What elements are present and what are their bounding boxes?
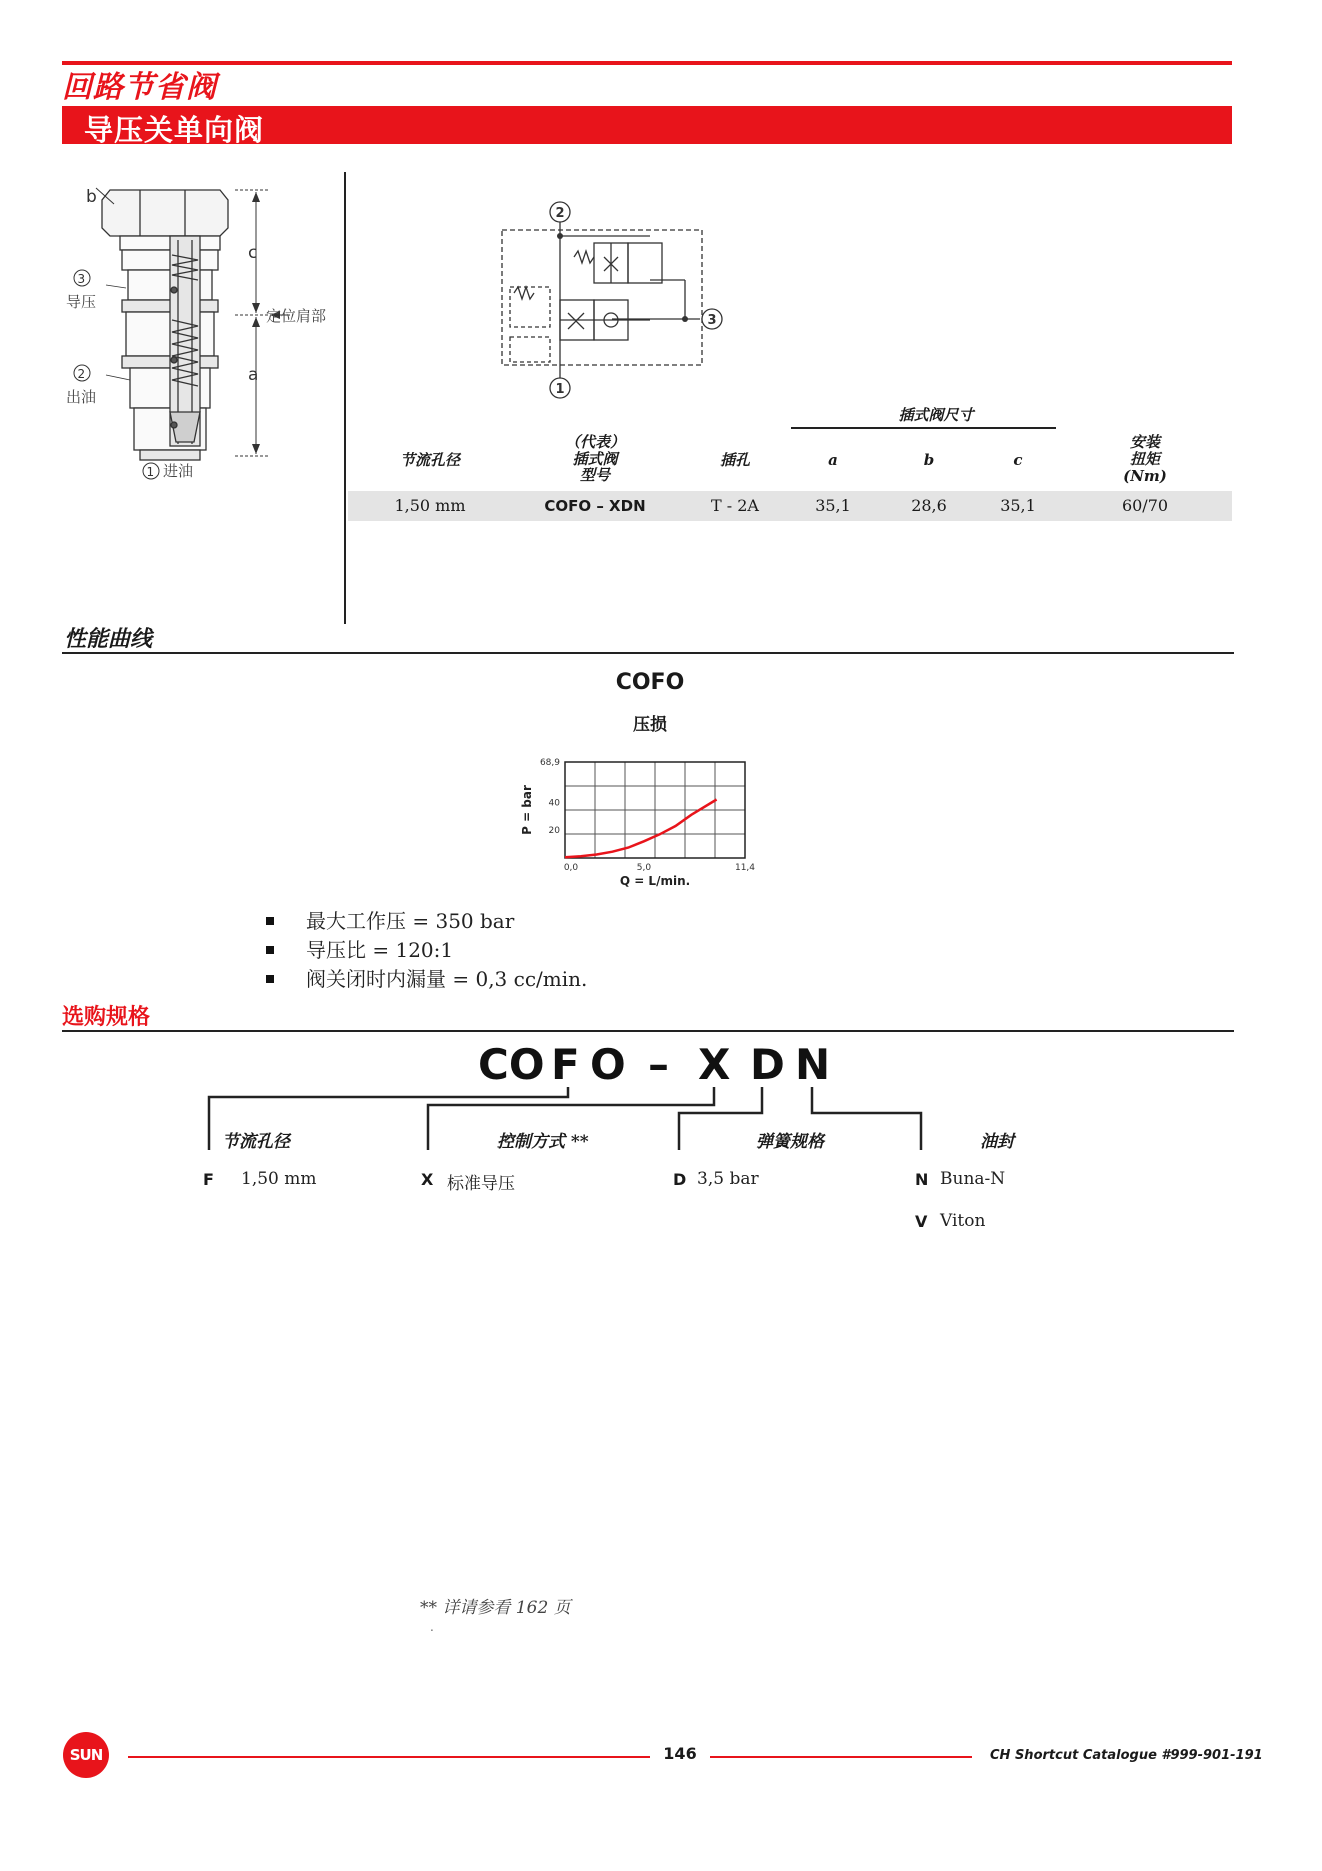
model-code-orifice: F: [551, 1040, 580, 1089]
bullet-icon: [266, 917, 274, 925]
option-code: X: [421, 1170, 434, 1189]
model-code-o: O: [590, 1040, 626, 1089]
model-code-seal: N: [795, 1040, 831, 1089]
catalogue-id: CH Shortcut Catalogue #999-901-191: [990, 1748, 1263, 1763]
chart-subtitle: 压损: [633, 715, 667, 735]
header-top-rule: [62, 61, 1232, 65]
th-torque-line1: 安装: [1129, 433, 1160, 451]
option-desc: 标准导压: [447, 1174, 515, 1194]
th-dim-a: a: [828, 451, 838, 469]
page-number: 146: [663, 1744, 697, 1763]
series-line-pressure-drop: [565, 800, 717, 858]
footer-rule-left: [128, 1756, 650, 1758]
td-torque: 60/70: [1121, 496, 1169, 515]
option-group-title-orifice: 节流孔径: [222, 1132, 290, 1152]
th-torque-line3: (Nm): [1123, 467, 1167, 485]
th-dim-c: c: [1013, 451, 1023, 469]
option-code: F: [203, 1170, 214, 1189]
sun-logo: SUN: [63, 1732, 109, 1778]
schematic-port-3: 3: [707, 313, 717, 328]
option-group-title-control: 控制方式 **: [497, 1132, 589, 1152]
footnote: ** 详请参看 162 页: [420, 1598, 571, 1618]
bullet-icon: [266, 975, 274, 983]
port2-number: 2: [77, 367, 86, 381]
x-tick-label: 0,0: [563, 863, 579, 873]
dim-label-b: b: [86, 187, 97, 207]
schematic-port-2: 2: [555, 206, 565, 221]
spec-bullet-max-pressure: [266, 905, 514, 934]
option-desc: Buna-N: [940, 1169, 1006, 1189]
chart-title: COFO: [615, 670, 685, 695]
category-title: 回路节省阀: [62, 70, 217, 105]
x-tick-label: 5,0: [636, 863, 652, 873]
performance-section-title: 性能曲线: [64, 627, 153, 652]
option-group-title-seal: 油封: [980, 1132, 1014, 1152]
spec-bullet-leakage: [266, 963, 587, 992]
th-orifice: 节流孔径: [399, 451, 460, 469]
ordering-section-title: 选购规格: [62, 1005, 151, 1030]
y-tick-label: 40: [548, 798, 560, 809]
option-desc: 3,5 bar: [697, 1169, 759, 1189]
th-model-line3: 型号: [579, 466, 610, 484]
td-cavity: T - 2A: [711, 496, 759, 515]
performance-section-rule: [62, 652, 1234, 654]
bullet-text: 最大工作压 = 350 bar: [306, 909, 515, 933]
model-code-control: X: [698, 1040, 731, 1089]
footnote-dot: .: [430, 1620, 434, 1634]
port1-number: 1: [146, 465, 155, 479]
port1-name: 进油: [163, 462, 194, 480]
bullet-icon: [266, 946, 274, 954]
spec-table-group-header: 插式阀尺寸: [898, 406, 974, 424]
td-dim-a: 35,1: [815, 496, 851, 515]
td-orifice: 1,50 mm: [394, 496, 466, 515]
bullet-text: 导压比 = 120:1: [306, 938, 454, 962]
hydraulic-schematic: [490, 195, 730, 405]
shoulder-label: 定位肩部: [266, 307, 327, 325]
x-axis-label: Q = L/min.: [619, 874, 691, 888]
y-tick-label: 20: [548, 826, 560, 837]
option-desc: Viton: [940, 1211, 986, 1231]
th-model-line1: （代表）: [564, 433, 625, 451]
th-cavity: 插孔: [719, 451, 750, 469]
vertical-divider: [344, 172, 346, 624]
model-code-dash: –: [648, 1040, 669, 1089]
td-dim-b: 28,6: [911, 496, 947, 515]
model-code-prefix: CO: [478, 1040, 545, 1089]
port3-name: 导压: [66, 293, 97, 311]
x-tick-label: 11,4: [734, 863, 756, 873]
ordering-section-rule: [62, 1030, 1234, 1032]
y-axis-label: P = bar: [520, 785, 534, 835]
th-model-line2: 插式阀: [572, 450, 618, 468]
y-tick-label: 68,9: [539, 758, 560, 768]
dimension-group-rule: [791, 427, 1056, 429]
pressure-drop-chart: [505, 748, 765, 896]
option-group-title-spring: 弹簧规格: [756, 1132, 824, 1152]
td-dim-c: 35,1: [1000, 496, 1036, 515]
footer-rule-right: [710, 1756, 972, 1758]
product-title: 导压关单向阀: [84, 113, 265, 147]
port3-number: 3: [77, 272, 86, 286]
port2-name: 出油: [66, 388, 97, 406]
th-torque-line2: 扭矩: [1129, 450, 1160, 468]
spec-bullet-pilot-ratio: [266, 934, 453, 963]
dim-label-c: c: [248, 243, 258, 263]
bullet-text: 阀关闭时内漏量 = 0,3 cc/min.: [306, 967, 588, 991]
dim-label-a: a: [248, 365, 259, 385]
td-model: COFO – XDN: [544, 497, 646, 515]
option-code: D: [673, 1170, 687, 1189]
option-desc: 1,50 mm: [241, 1169, 317, 1189]
th-dim-b: b: [923, 451, 935, 469]
cartridge-cross-section: [66, 180, 350, 480]
model-code-spring: D: [750, 1040, 785, 1089]
option-code: N: [915, 1170, 929, 1189]
schematic-port-1: 1: [555, 382, 565, 397]
option-code: V: [915, 1212, 928, 1231]
